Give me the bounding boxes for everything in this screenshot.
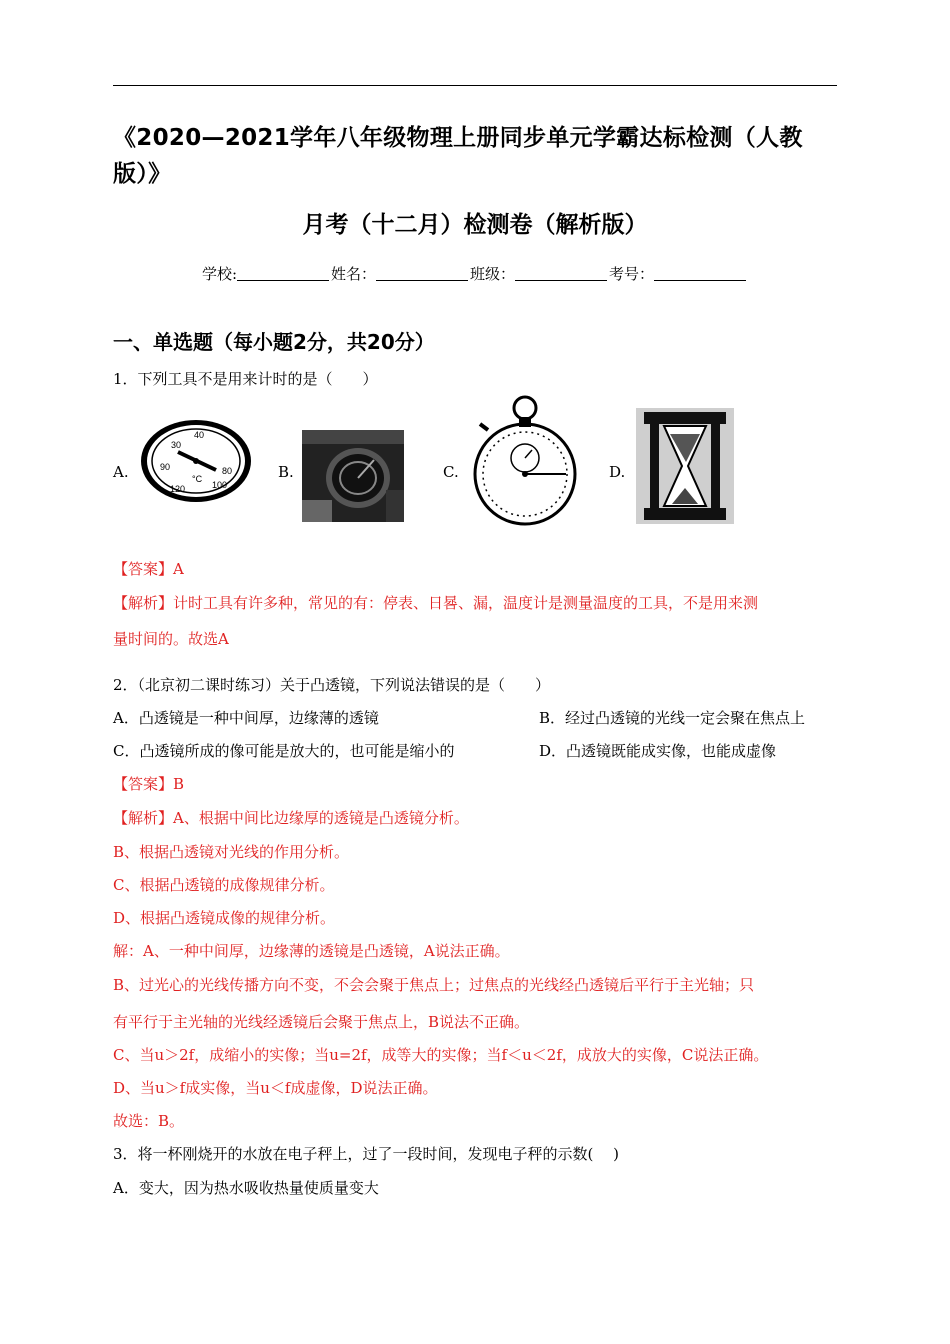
header-rule (113, 85, 837, 86)
thermo-label-80: 80 (222, 466, 233, 476)
document-title (113, 120, 843, 192)
title-line-2: 版）》 (113, 161, 172, 187)
q2-analysis-line: C、当u＞2f，成缩小的实像；当u=2f，成等大的实像；当f＜u＜2f，成放大的实像，C说法正确。 (113, 1046, 769, 1064)
q2-stem: 2．（北京初二课时练习）关于凸透镜，下列说法错误的是（ ） (113, 676, 551, 694)
school-blank[interactable] (237, 266, 329, 281)
q2-option-a: A．凸透镜是一种中间厚，边缘薄的透镜 (113, 709, 379, 727)
q1-thermometer-image (138, 418, 254, 508)
q1-option-a-label: A. (113, 463, 129, 481)
q2-analysis-line: D、当u＞f成实像，当u＜f成虚像，D说法正确。 (113, 1079, 438, 1097)
q2-option-d: D．凸透镜既能成实像，也能成虚像 (539, 742, 777, 760)
name-label: 姓名： (331, 265, 377, 283)
q2-analysis-line: 解：A、一种中间厚，边缘薄的透镜是凸透镜，A说法正确。 (113, 942, 510, 960)
title-line-1: 《2020—2021学年八年级物理上册同步单元学霸达标检测（人教 (113, 125, 803, 151)
exam-no-blank[interactable] (654, 266, 746, 281)
student-info-line (0, 263, 950, 284)
q2-analysis-line: C、根据凸透镜的成像规律分析。 (113, 876, 335, 894)
thermo-label-100: 100 (212, 480, 228, 490)
q2-analysis-line: B、过光心的光线传播方向不变，不会会聚于焦点上；过焦点的光线经凸透镜后平行于主光轴；只 (113, 976, 755, 994)
q2-analysis-line: D、根据凸透镜成像的规律分析。 (113, 909, 336, 927)
q2-analysis-line: 故选：B。 (113, 1112, 185, 1130)
q2-analysis-line: 【解析】A、根据中间比边缘厚的透镜是凸透镜分析。 (113, 809, 469, 827)
q3-stem: 3．将一杯刚烧开的水放在电子秤上，过了一段时间，发现电子秤的示数( ) (113, 1145, 620, 1163)
q3-option-a: A．变大，因为热水吸收热量使质量变大 (113, 1179, 379, 1197)
q1-hourglass-image (636, 408, 734, 528)
q1-option-d-label: D. (609, 463, 626, 481)
thermo-label-120: 120 (170, 484, 186, 494)
q1-analysis-line-2: 量时间的。故选A (113, 630, 229, 648)
school-label: 学校: (201, 265, 237, 283)
q2-analysis-line: B、根据凸透镜对光线的作用分析。 (113, 843, 350, 861)
thermo-label-30: 30 (171, 440, 182, 450)
q2-option-c: C．凸透镜所成的像可能是放大的，也可能是缩小的 (113, 742, 455, 760)
section-heading: 一、单选题（每小题2分，共20分） (113, 330, 435, 354)
q2-analysis-line: 有平行于主光轴的光线经透镜后会聚于焦点上，B说法不正确。 (113, 1013, 530, 1031)
q1-option-b-label: B. (278, 463, 294, 481)
document-subtitle: 月考（十二月）检测卷（解析版） (302, 212, 648, 238)
q1-answer: 【答案】A (113, 560, 184, 578)
q1-analysis-line-1: 【解析】计时工具有许多种，常见的有：停表、日晷、漏，温度计是测量温度的工具，不是用来测 (113, 594, 759, 612)
thermo-label-unit: °C (192, 474, 203, 484)
q1-stem: 1．下列工具不是用来计时的是（ ） (113, 370, 378, 388)
q1-stopwatch-image (470, 394, 580, 530)
q2-answer: 【答案】B (113, 775, 185, 793)
class-label: 班级： (470, 265, 516, 283)
class-blank[interactable] (515, 266, 607, 281)
q1-option-c-label: C. (443, 463, 459, 481)
exam-no-label: 考号： (609, 265, 655, 283)
thermo-label-90: 90 (160, 462, 171, 472)
q1-sundial-image (302, 430, 404, 526)
q2-option-b: B．经过凸透镜的光线一定会聚在焦点上 (539, 709, 806, 727)
thermo-label-40: 40 (194, 430, 205, 440)
name-blank[interactable] (376, 266, 468, 281)
